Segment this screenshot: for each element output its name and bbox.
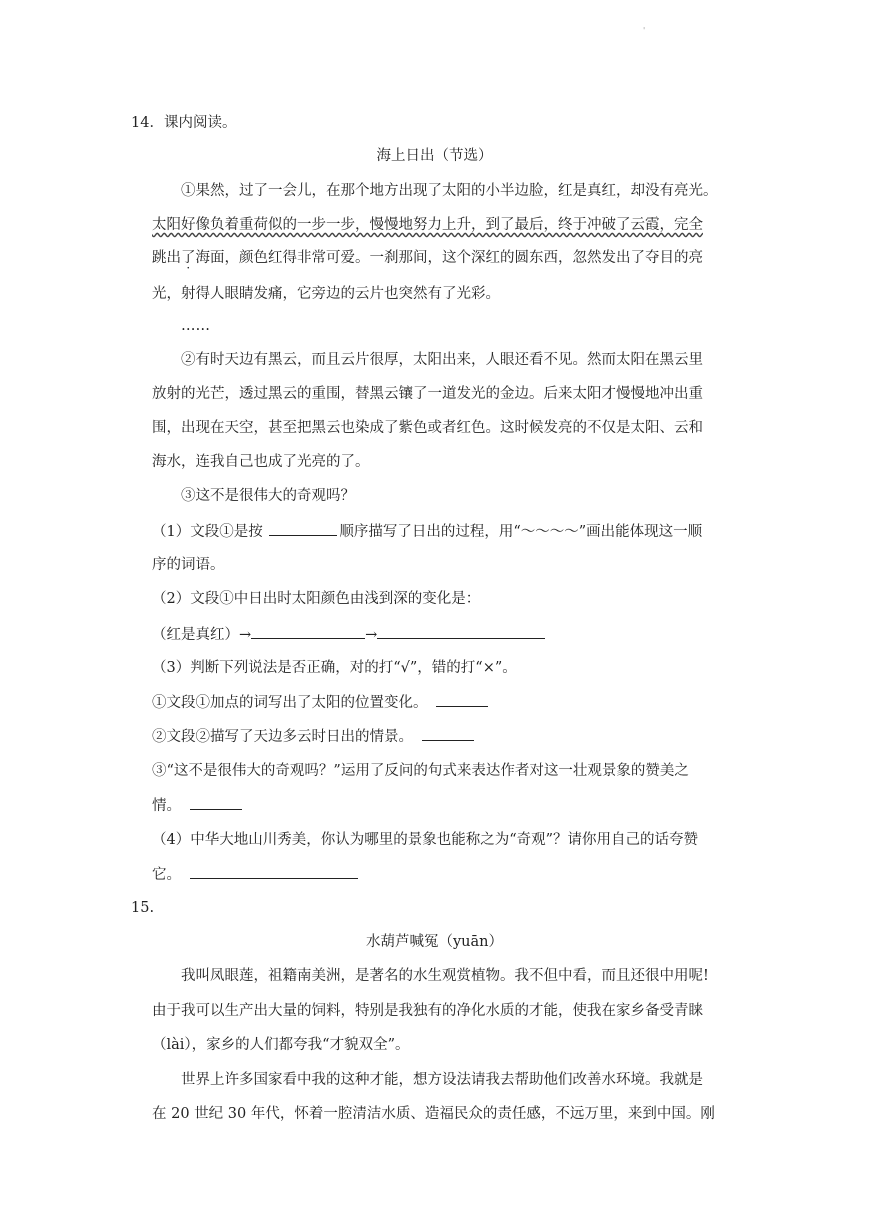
sub-question-1-prefix: （1）文段①是按 xyxy=(152,524,263,540)
passage-2-title: 水葫芦喊冤（yuān） xyxy=(365,934,503,950)
passage-2-p2-line-1: 世界上许多国家看中我的这种才能，想方设法请我去帮助他们改善水环境。我就是 xyxy=(181,1072,703,1088)
sub-question-4-line-2 xyxy=(152,864,358,885)
sub-question-4-line-1: （4）中华大地山川秀美，你认为哪里的景象也能称之为“奇观”？请你用自己的话夸赞 xyxy=(152,832,699,848)
answer-blank-4[interactable] xyxy=(190,864,358,879)
statement-c-line-2 xyxy=(152,795,242,816)
paragraph-1-line-4: 光，射得人眼睛发痛，它旁边的云片也突然有了光彩。 xyxy=(152,286,500,302)
passage-2-p1-line-2: 由于我可以生产出大量的饲料，特别是我独有的净化水质的才能，使我在家乡备受青睐 xyxy=(152,1003,703,1019)
question-14-label: 14．课内阅读。 xyxy=(131,115,237,131)
passage-2-p2-line-2: 在 20 世纪 30 年代，怀着一腔清洁水质、造福民众的责任感，不远万里，来到中国。刚 xyxy=(152,1106,715,1122)
statement-c-line-1: ③“这不是很伟大的奇观吗？”运用了反问的句式来表达作者对这一壮观景象的赞美之 xyxy=(152,763,689,779)
sub-question-3-line-1: （3）判断下列说法是否正确，对的打“√”，错的打“×”。 xyxy=(152,660,517,676)
paragraph-3: ③这不是很伟大的奇观吗？ xyxy=(181,488,355,504)
wavy-underlined-words: 太阳好像负着重荷似的一步一步，慢慢地努力上升，到了最后，终于冲破了云霞，完全 xyxy=(152,217,703,233)
answer-blank-3a[interactable] xyxy=(436,692,488,707)
sub-question-4-text: 它。 xyxy=(152,867,181,883)
paragraph-2-line-1: ②有时天边有黑云，而且云片很厚，太阳出来，人眼还看不见。然而太阳在黑云里 xyxy=(181,352,703,368)
sub-question-1-line-1 xyxy=(152,521,702,542)
sub-question-1-line-2: 序的词语。 xyxy=(152,557,225,573)
sub-question-2-line-2 xyxy=(152,624,545,645)
passage-2-p1-line-3: （lài），家乡的人们都夸我“才貌双全”。 xyxy=(152,1037,410,1053)
answer-blank-3c[interactable] xyxy=(190,795,242,810)
statement-a-text: ①文段①加点的词写出了太阳的位置变化。 xyxy=(152,695,428,711)
paragraph-1-line-1: ①果然，过了一会儿，在那个地方出现了太阳的小半边脸，红是真红，却没有亮光。 xyxy=(181,183,718,199)
paragraph-1-line-3-rest: ，颜色红得非常可爱。一刹那间，这个深红的圆东西，忽然发出了夺目的亮 xyxy=(224,250,703,266)
sub-question-2-line-1: （2）文段①中日出时太阳颜色由浅到深的变化是： xyxy=(152,591,481,607)
answer-blank-2b[interactable] xyxy=(377,624,545,639)
answer-blank-2a[interactable] xyxy=(251,624,365,639)
sub-question-2-prefix: （红是真红）→ xyxy=(152,627,252,643)
paragraph-2-line-4: 海水，连我自己也成了光亮的了。 xyxy=(152,454,370,470)
page-mark: ' xyxy=(643,26,646,35)
statement-b xyxy=(152,726,474,747)
answer-blank-3b[interactable] xyxy=(422,726,474,741)
paragraph-1-line-2 xyxy=(152,215,703,235)
ellipsis: …… xyxy=(181,318,210,334)
question-15-label: 15. xyxy=(131,900,155,916)
paragraph-1-line-3 xyxy=(152,248,703,268)
statement-a xyxy=(152,692,488,713)
passage-2-p1-line-1: 我叫凤眼莲，祖籍南美洲，是著名的水生观赏植物。我不但中看，而且还很中用呢! xyxy=(181,968,709,984)
arrow: → xyxy=(365,627,378,643)
paragraph-2-line-3: 围，出现在天空，甚至把黑云也染成了紫色或者红色。这时候发亮的不仅是太阳、云和 xyxy=(152,420,703,436)
statement-c-text: 情。 xyxy=(152,798,181,814)
statement-b-text: ②文段②描写了天边多云时日出的情景。 xyxy=(152,729,413,745)
paragraph-2-line-2: 放射的光芒，透过黑云的重围，替黑云镶了一道发光的金边。后来太阳才慢慢地冲出重 xyxy=(152,386,703,402)
answer-blank-1[interactable] xyxy=(269,521,337,536)
sub-question-1-suffix: 顺序描写了日出的过程，用“～～～～”画出能体现这一顺 xyxy=(339,524,703,540)
passage-title: 海上日出（节选） xyxy=(376,148,493,164)
dotted-words: 跳出了海面 · xyxy=(152,250,225,266)
